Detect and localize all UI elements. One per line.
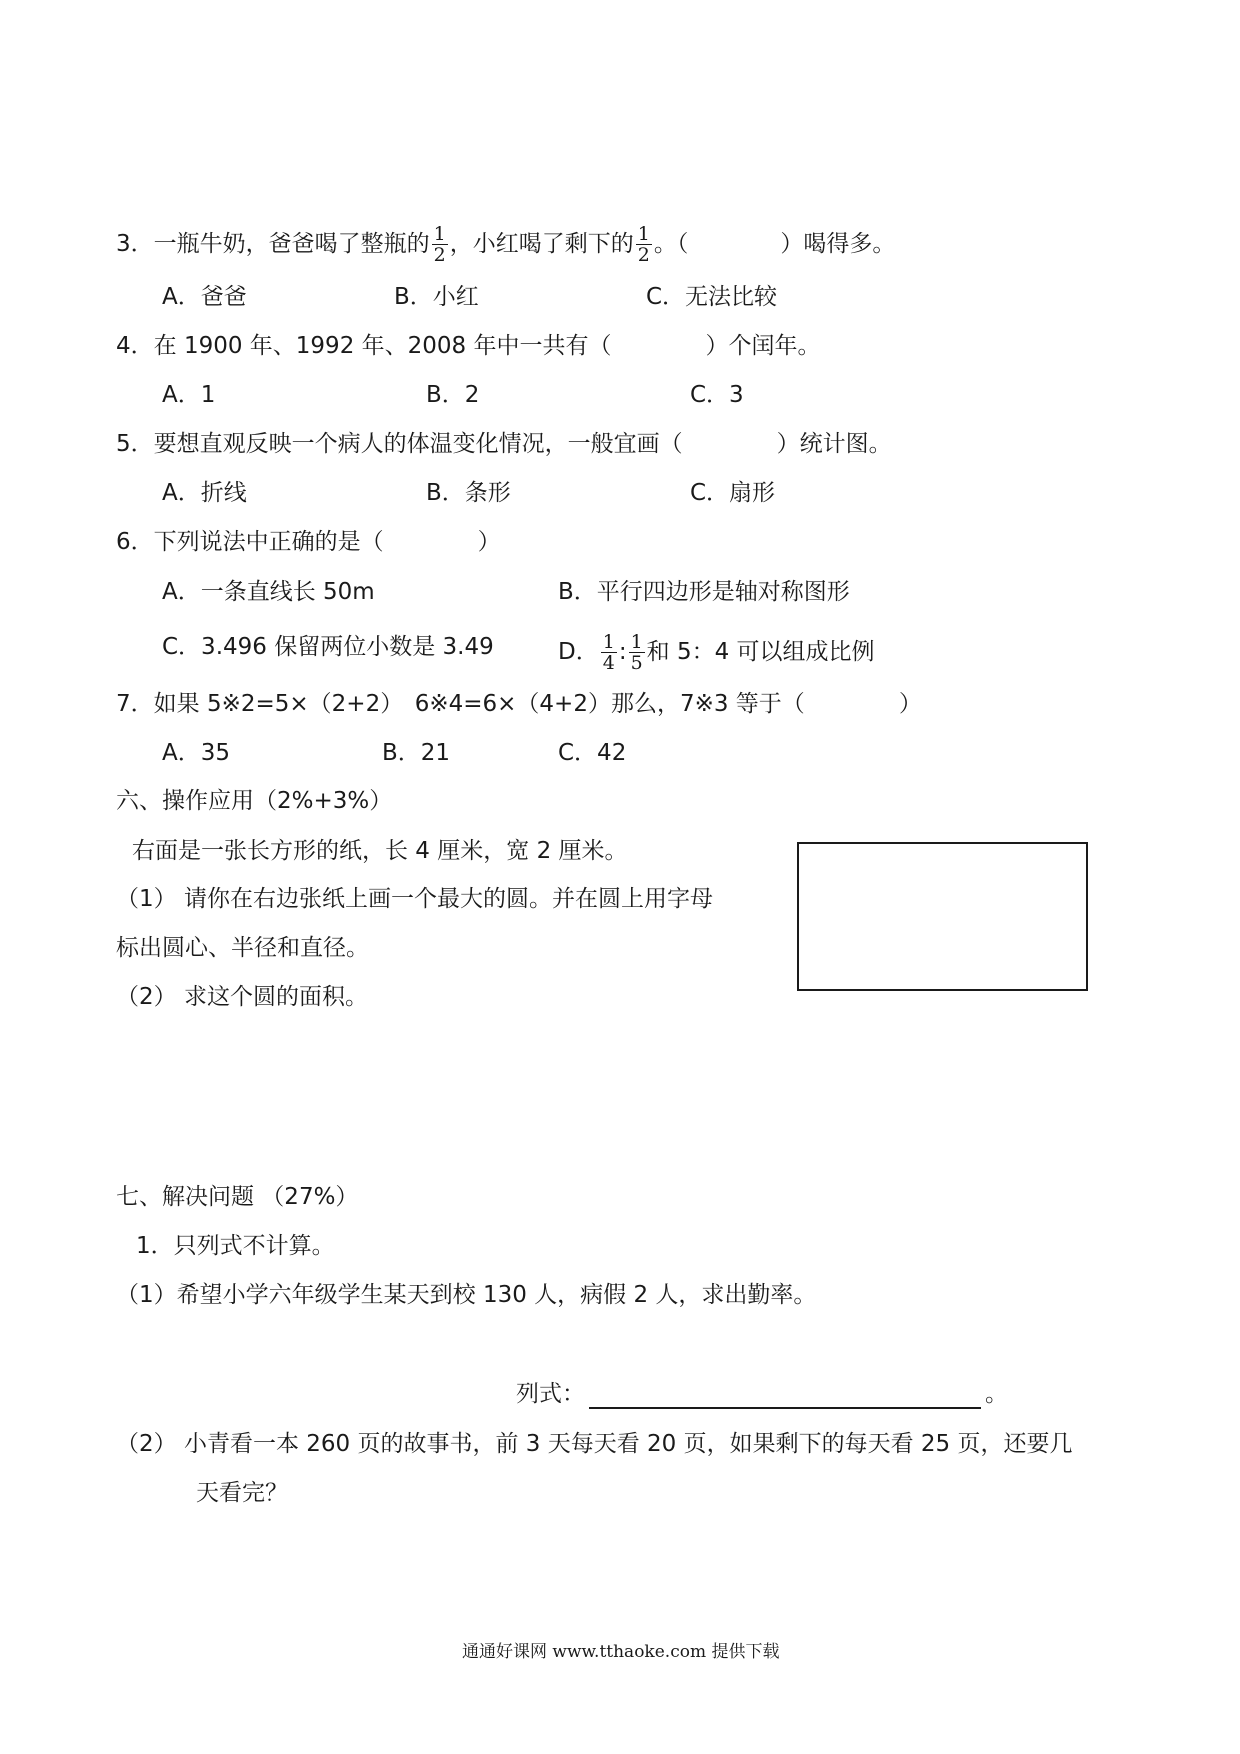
q6-option-d-fraction-2 bbox=[629, 632, 645, 673]
q7-option-c[interactable]: C．42 bbox=[558, 740, 627, 766]
q7-option-a[interactable]: A．35 bbox=[162, 740, 231, 766]
paper-rectangle-drawing-area[interactable] bbox=[797, 842, 1088, 991]
formula-row bbox=[516, 1379, 1008, 1409]
q6-d-frac1-num: 1 bbox=[602, 631, 615, 653]
question-6 bbox=[116, 527, 501, 557]
q6-d-frac2-num: 1 bbox=[630, 631, 643, 653]
question-7 bbox=[116, 689, 922, 719]
section-7-title: 七、解决问题 （27%） bbox=[116, 1184, 359, 1210]
section-7-problem-2-line-1: （2） 小青看一本 260 页的故事书，前 3 天每天看 20 页，如果剩下的每天看 25 页，还要几 bbox=[116, 1431, 1073, 1457]
q6-option-d-colon: : bbox=[618, 639, 627, 665]
section-7-sub-1: 1．只列式不计算。 bbox=[136, 1233, 335, 1259]
q3-text-c: 。（ bbox=[653, 231, 689, 257]
q6-option-d-prefix: D． bbox=[558, 639, 599, 665]
q7-text-b: ） bbox=[898, 691, 922, 717]
q7-text-a: 7．如果 5※2=5×（2+2） 6※4=6×（4+2）那么，7※3 等于（ bbox=[116, 691, 805, 717]
q6-option-d[interactable] bbox=[558, 632, 875, 673]
q6-d-frac2-den: 5 bbox=[630, 652, 643, 674]
q3-text-d: ）喝得多。 bbox=[780, 231, 896, 257]
q6-d-frac1-den: 4 bbox=[602, 652, 615, 674]
q6-option-a[interactable]: A．一条直线长 50m bbox=[162, 579, 375, 605]
q3-frac2-den: 2 bbox=[637, 244, 650, 266]
q5-text-a: 5．要想直观反映一个病人的体温变化情况，一般宜画（ bbox=[116, 431, 683, 457]
q5-option-c[interactable]: C．扇形 bbox=[690, 480, 776, 506]
section-6-intro: 右面是一张长方形的纸，长 4 厘米，宽 2 厘米。 bbox=[132, 838, 628, 864]
formula-end: 。 bbox=[985, 1381, 1008, 1407]
q6-option-b[interactable]: B．平行四边形是轴对称图形 bbox=[558, 579, 850, 605]
question-5 bbox=[116, 429, 892, 459]
q4-text-a: 4．在 1900 年、1992 年、2008 年中一共有（ bbox=[116, 333, 612, 359]
q5-option-b[interactable]: B．条形 bbox=[426, 480, 511, 506]
q6-option-c[interactable]: C．3.496 保留两位小数是 3.49 bbox=[162, 634, 494, 660]
q3-option-c[interactable]: C．无法比较 bbox=[646, 284, 778, 310]
q5-option-a[interactable]: A．折线 bbox=[162, 480, 247, 506]
q6-text-b: ） bbox=[477, 529, 501, 555]
q6-option-d-fraction-1 bbox=[601, 632, 617, 673]
formula-label: 列式： bbox=[516, 1381, 585, 1407]
section-6-title: 六、操作应用（2%+3%） bbox=[116, 788, 393, 814]
section-7-problem-1: （1）希望小学六年级学生某天到校 130 人，病假 2 人，求出勤率。 bbox=[116, 1282, 817, 1308]
q3-frac1-den: 2 bbox=[433, 244, 446, 266]
q3-text-a: 一瓶牛奶，爸爸喝了整瓶的 bbox=[153, 231, 430, 257]
formula-answer-line[interactable] bbox=[589, 1383, 981, 1409]
q3-number: 3． bbox=[116, 231, 154, 257]
question-3 bbox=[116, 224, 895, 265]
question-4 bbox=[116, 331, 820, 361]
q4-option-a[interactable]: A．1 bbox=[162, 382, 216, 408]
q7-option-b[interactable]: B．21 bbox=[382, 740, 451, 766]
section-6-item-2: （2） 求这个圆的面积。 bbox=[116, 984, 368, 1010]
section-6-item-1-line-1: （1） 请你在右边张纸上画一个最大的圆。并在圆上用字母 bbox=[116, 886, 713, 912]
q3-fraction-1 bbox=[432, 224, 448, 265]
q3-frac2-num: 1 bbox=[637, 223, 650, 245]
section-6-item-1-line-2: 标出圆心、半径和直径。 bbox=[116, 935, 369, 961]
q4-option-b[interactable]: B．2 bbox=[426, 382, 480, 408]
q3-option-b[interactable]: B．小红 bbox=[394, 284, 479, 310]
page-footer: 通通好课网 www.tthaoke.com 提供下载 bbox=[462, 1642, 780, 1662]
q3-frac1-num: 1 bbox=[433, 223, 446, 245]
q4-option-c[interactable]: C．3 bbox=[690, 382, 744, 408]
q6-text-a: 6．下列说法中正确的是（ bbox=[116, 529, 384, 555]
q3-text-b: ，小红喝了剩下的 bbox=[449, 231, 634, 257]
q6-option-d-suffix: 和 5：4 可以组成比例 bbox=[646, 639, 875, 665]
q3-fraction-2 bbox=[636, 224, 652, 265]
q3-option-a[interactable]: A．爸爸 bbox=[162, 284, 247, 310]
section-7-problem-2-line-2: 天看完？ bbox=[196, 1480, 288, 1506]
q5-text-b: ）统计图。 bbox=[776, 431, 892, 457]
q4-text-b: ）个闰年。 bbox=[705, 333, 821, 359]
